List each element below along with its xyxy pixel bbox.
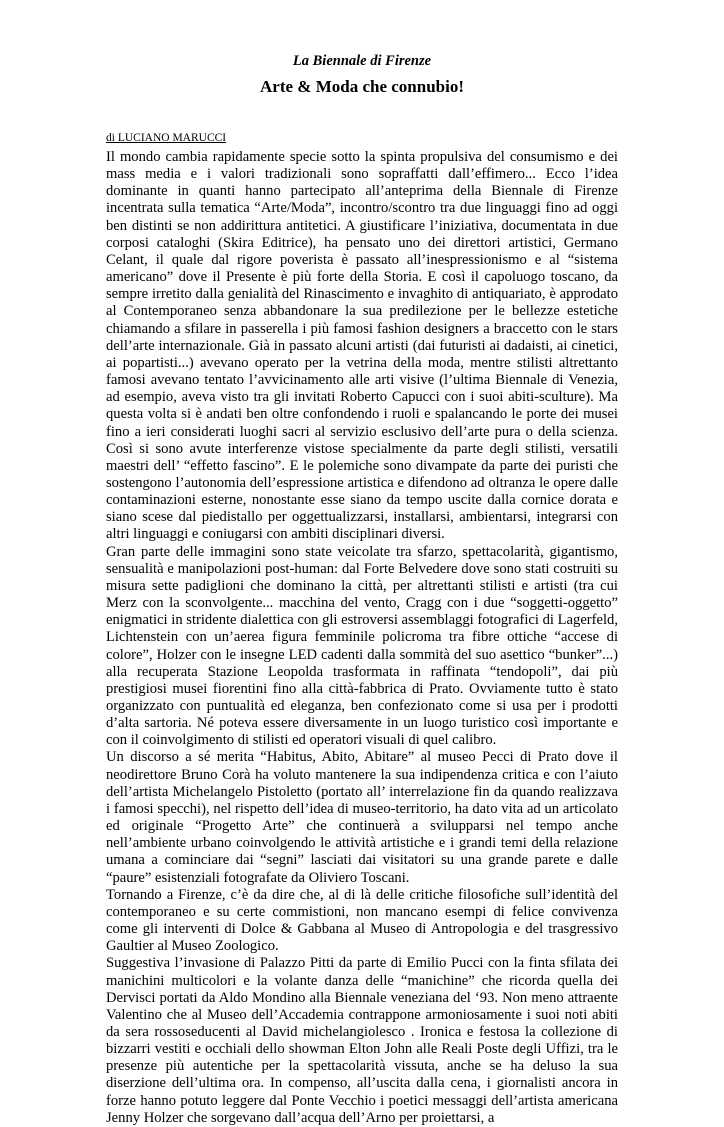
- body-paragraph-4: Tornando a Firenze, c’è da dire che, al di là delle critiche filosofiche sull’identità del contemporaneo e su certe commistioni, non mancano esempi di felice convivenza come gli interventi di Dolce & Gabbana al Museo di Antropologia e del trasgressivo Gaultier al Museo Zoologico.: [106, 886, 618, 955]
- body-paragraph-2: Gran parte delle immagini sono state veicolate tra sfarzo, spettacolarità, gigantismo, sensualità e manipolazioni post-human: dal Forte Belvedere dove sono stati costruiti su misura sette padiglioni che dominano la città, per altrettanti stilisti e artisti (tra cui Merz con la sconvolgente... macchina del vento, Cragg con i due “soggetti-oggetto” enigmatici in stridente dialettica con gli estroversi assemblaggi fotografici di Lagerfeld, Lichtenstein con un’aerea figura femminile policroma tra fibre ottiche “accese di colore”, Holzer con le insegne LED cadenti dalla sommità del suo asettico “bunker”...) alla recuperata Stazione Leopolda trasformata in raffinata “tendopoli”, dai più prestigiosi musei fiorentini fino alla città-fabbrica di Prato. Ovviamente tutto è stato organizzato con puntualità ed eleganza, ben confezionato come si usa per i prodotti d’alta sartoria. Né poteva essere diversamente in un luogo turistico così importante e con il coinvolgimento di stilisti ed operatori visuali di quel calibro.: [106, 543, 618, 749]
- article-body: [106, 149, 618, 1127]
- article-title: Arte & Moda che connubio!: [260, 77, 464, 96]
- article-kicker: La Biennale di Firenze: [292, 53, 432, 69]
- article-byline: di LUCIANO MARUCCI: [106, 132, 227, 144]
- body-paragraph-1: Il mondo cambia rapidamente specie sotto la spinta propulsiva del consumismo e dei mass media e i valori tradizionali sono sopraffatti dall’effimero... Ecco l’idea dominante in quanti hanno partecipato all’anteprima della Biennale di Firenze incentrata sulla tematica “Arte/Moda”, incontro/scontro tra due linguaggi fino ad oggi ben distinti se non addirittura antitetici. A giustificare l’iniziativa, documentata in due corposi cataloghi (Skira Editrice), ha pensato uno dei direttori artistici, Germano Celant, il quale dal rigore poverista è passato all’inespressionismo e al “sistema americano” dove il Presente è più forte della Storia. E così il capoluogo toscano, da sempre irretito dalla genialità del Rinascimento e invaghito di antiquariato, è approdato al Contemporaneo senza abbandonare la sua predilezione per le bellezze estetiche chiamando a sfilare in passerella i più famosi fashion designers a braccetto con le stars dell’arte internazionale. Già in passato alcuni artisti (dai futuristi ai dadaisti, ai cinetici, ai popartisti...) avevano operato per la vetrina della moda, mentre stilisti altrettanto famosi avevano tentato l’avvicinamento alle arti visive (l’ultima Biennale di Venezia, ad esempio, aveva visto tra gli invitati Roberto Capucci con i suoi abiti-sculture). Ma questa volta si è andati ben oltre confondendo i ruoli e spalancando le porte dei musei fino a ieri considerati luoghi sacri al servizio esclusivo dell’arte pura o della scienza. Così si sono avute interferenze vistose specialmente da parte degli stilisti, versatili maestri dell’ “effetto fascino”. E le polemiche sono divampate da parte dei puristi che sostengono l’autonomia dell’espressione artistica e difendono ad oltranza le opere dalle contaminazioni esterne, nonostante esse siano da tempo uscite dalla cornice dorata e siano scese dal piedistallo per oggettualizzarsi, installarsi, ambientarsi, integrarsi con altri linguaggi e coniugarsi con ambiti disciplinari diversi.: [106, 149, 618, 543]
- body-paragraph-5: Suggestiva l’invasione di Palazzo Pitti da parte di Emilio Pucci con la finta sfilata dei manichini multicolori e la volante danza delle “manichine” che ricorda quella dei Dervisci portati da Aldo Mondino alla Biennale veneziana del ‘93. Non meno attraente Valentino che al Museo dell’Accademia contrappone armoniosamente i suoi noti abiti da sera rossoseducenti al David michelangiolesco . Ironica e festosa la collezione di bizzarri vestiti e occhiali dello showman Elton John alle Reali Poste degli Uffizi, tra le presenze più autentiche per la spettacolarità vissuta, anche se ha deluso la sua diserzione dell’ultima ora. In compenso, all’uscita dalla cena, i giornalisti ancora in forze hanno potuto leggere dal Ponte Vecchio i poetici messaggi dell’artista americana Jenny Holzer che sorgevano dall’acqua dell’Arno per proiettarsi, a: [106, 955, 618, 1126]
- body-paragraph-3: Un discorso a sé merita “Habitus, Abito, Abitare” al museo Pecci di Prato dove il neodirettore Bruno Corà ha voluto mantenere la sua indipendenza critica e con l’aiuto dell’artista Michelangelo Pistoletto (portato all’ interrelazione fin da quando realizzava i famosi specchi), nel rispetto dell’idea di museo-territorio, ha dato vita ad un articolato ed originale “Progetto Arte” che continuerà a svilupparsi nel tempo anche nell’ambiente urbano coinvolgendo le attività artistiche e i grandi temi della relazione umana a cominciare dai “segni” lasciati dai visitatori su una grande parete e dalle “paure” esistenziali fotografate da Oliviero Toscani.: [106, 749, 618, 886]
